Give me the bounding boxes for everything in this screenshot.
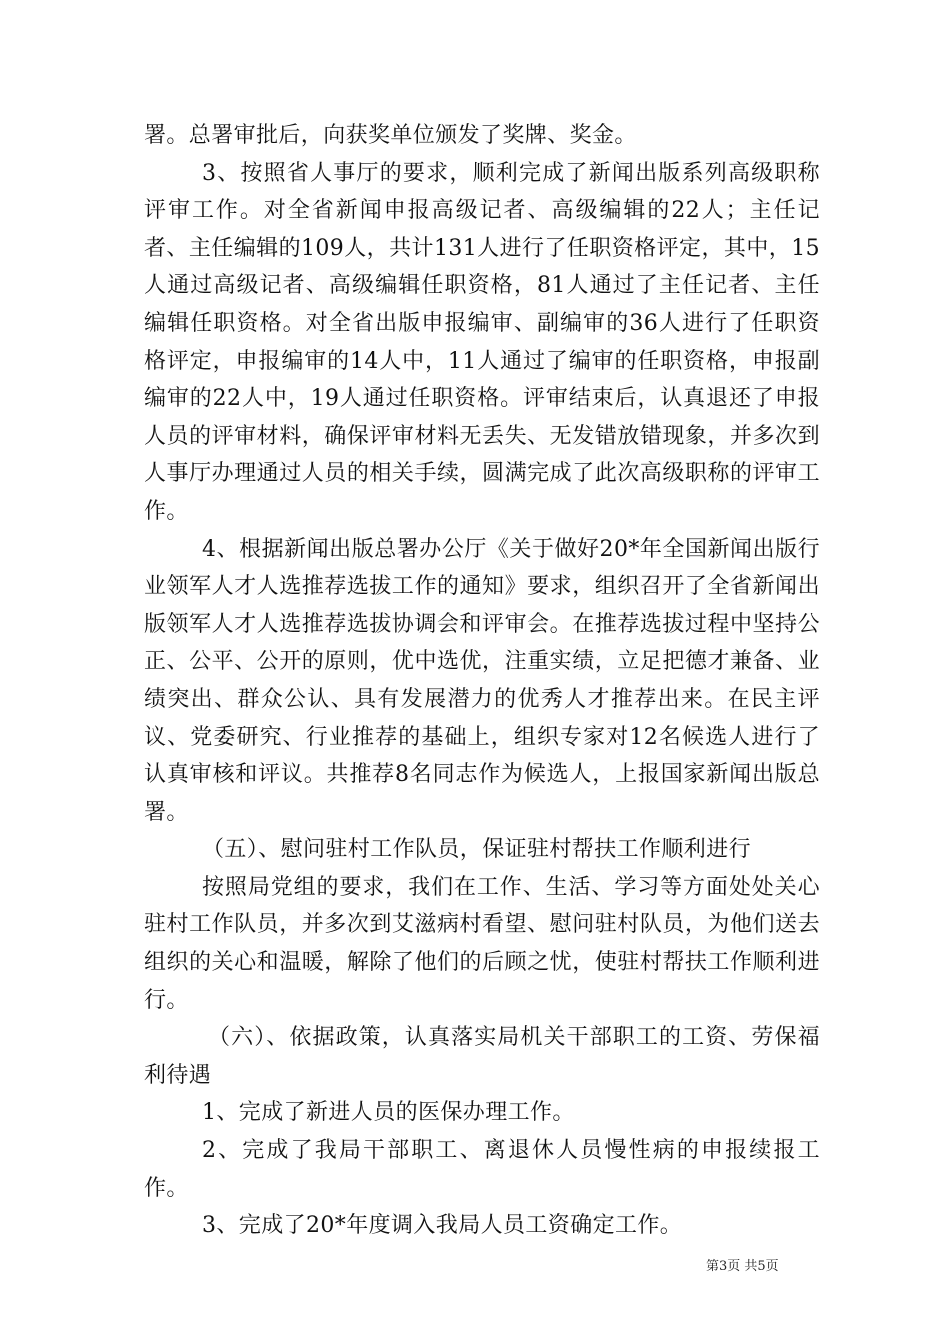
paragraph-item-4: 4、根据新闻出版总署办公厅《关于做好20*年全国新闻出版行业领军人才人选推荐选拔工作的通知》要求，组织召开了全省新闻出版领军人才人选推荐选拔协调会和评审会。在推荐选拔过程中坚持公正、公平、公开的原则，优中选优，注重实绩，立足把德才兼备、业绩突出、群众公认、具有发展潜力的优秀人才推荐出来。在民主评议、党委研究、行业推荐的基础上，组织专家对12名候选人进行了认真审核和评议。共推荐8名同志作为候选人，上报国家新闻出版总署。	[144, 536, 820, 825]
list-item-2: 2、完成了我局干部职工、离退休人员慢性病的申报续报工作。	[144, 1138, 820, 1201]
document-body	[144, 117, 820, 1245]
list-item-1: 1、完成了新进人员的医保办理工作。	[202, 1100, 575, 1126]
list-item-3: 3、完成了20*年度调入我局人员工资确定工作。	[202, 1213, 683, 1239]
paragraph-item-3: 3、按照省人事厅的要求，顺利完成了新闻出版系列高级职称评审工作。对全省新闻申报高级记者、高级编辑的22人；主任记者、主任编辑的109人，共计131人进行了任职资格评定，其中，15人通过高级记者、高级编辑任职资格，81人通过了主任记者、主任编辑任职资格。对全省出版申报编审、副编审的36人进行了任职资格评定，申报编审的14人中，11人通过了编审的任职资格，申报副编审的22人中，19人通过任职资格。评审结束后，认真退还了申报人员的评审材料，确保评审材料无丢失、无发错放错现象，并多次到人事厅办理通过人员的相关手续，圆满完成了此次高级职称的评审工作。	[144, 160, 820, 524]
section-heading-five: （五）、慰问驻村工作队员，保证驻村帮扶工作顺利进行	[202, 837, 752, 863]
section-heading-six: （六）、依据政策，认真落实局机关干部职工的工资、劳保福利待遇	[144, 1025, 820, 1088]
paragraph-section-five-body: 按照局党组的要求，我们在工作、生活、学习等方面处处关心驻村工作队员，并多次到艾滋病村看望、慰问驻村队员，为他们送去组织的关心和温暖，解除了他们的后顾之忧，使驻村帮扶工作顺利进行。	[144, 874, 820, 1013]
page-number-footer: 第3页 共5页	[706, 1259, 779, 1274]
paragraph-continuation: 署。总署审批后，向获奖单位颁发了奖牌、奖金。	[144, 123, 637, 148]
